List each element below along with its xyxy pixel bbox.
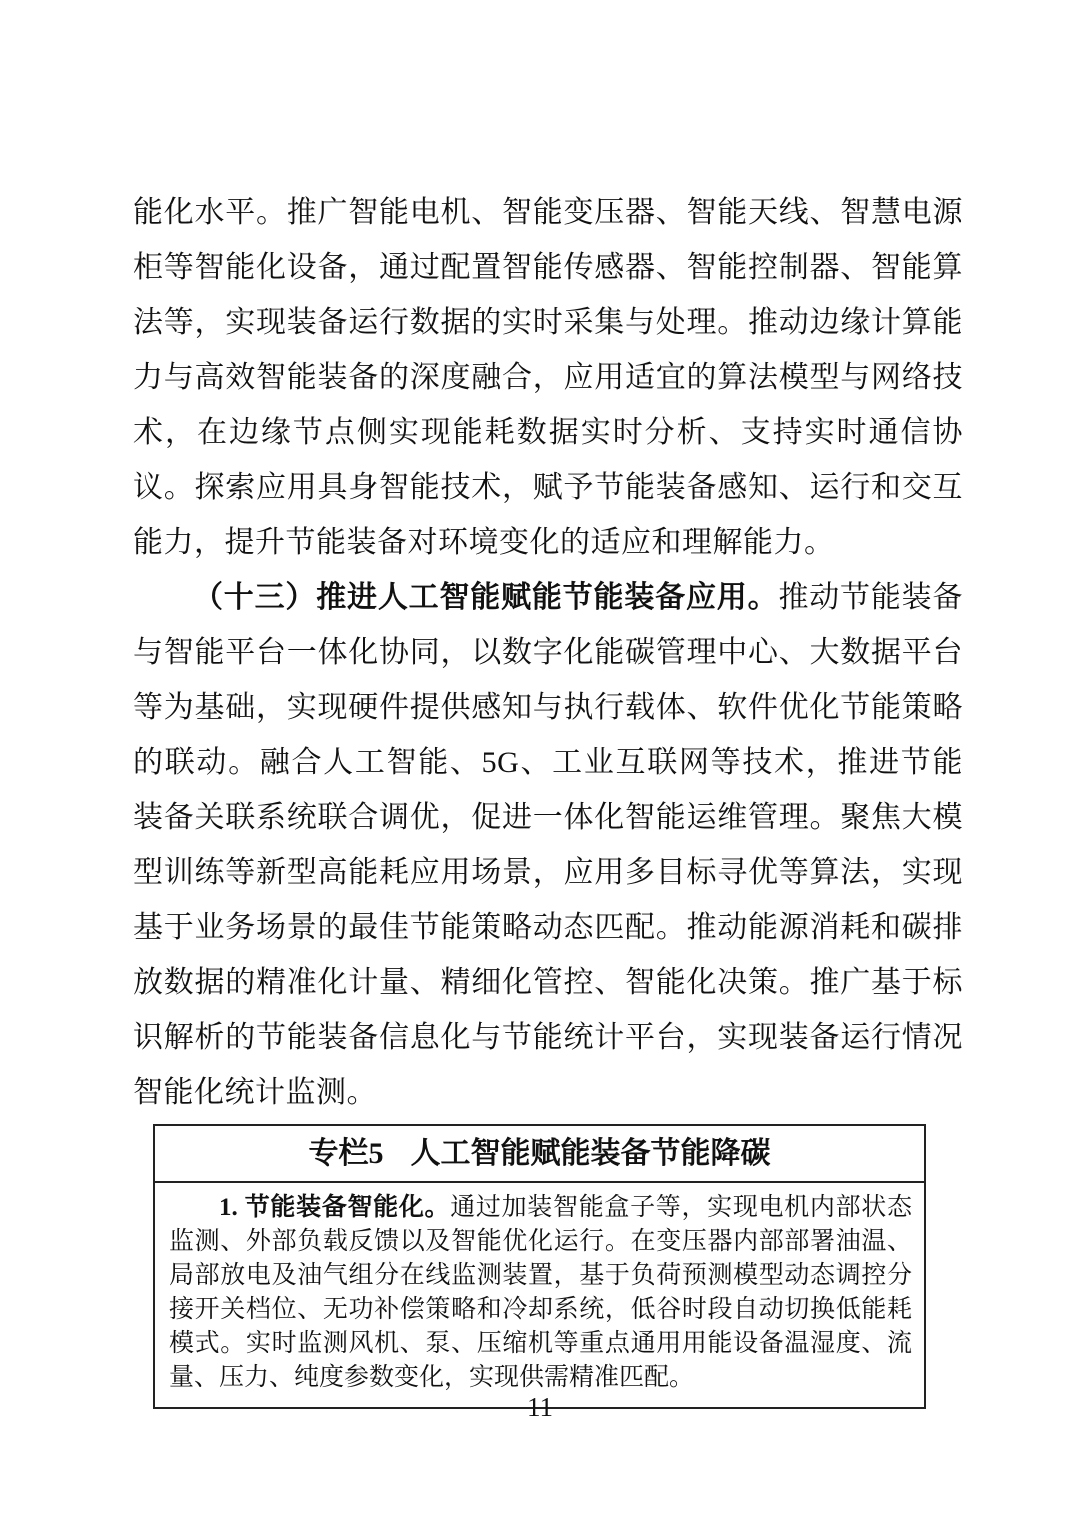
paragraph-text: 推动节能装备与智能平台一体化协同，以数字化能碳管理中心、大数据平台等为基础，实现硬件提供感知与执行载体、软件优化节能策略的联动。融合人工智能、5G、工业互联网等技术，推进节能装备关联系统联合调优，促进一体化智能运维管理。聚焦大模型训练等新型高能耗应用场景，应用多目标寻优等算法，实现基于业务场景的最佳节能策略动态匹配。推动能源消耗和碳排放数据的精准化计量、精细化管控、智能化决策。推广基于标识解析的节能装备信息化与节能统计平台，实现装备运行情况智能化统计监测。 [133, 581, 963, 1109]
callout-box-label: 专栏5 [308, 1137, 384, 1170]
callout-box-header [155, 1126, 924, 1183]
callout-item-text: 通过加装智能盒子等，实现电机内部状态监测、外部负载反馈以及智能优化运行。在变压器内部部署油温、局部放电及油气组分在线监测装置，基于负荷预测模型动态调控分接开关档位、无功补偿策略和冷却系统，低谷时段自动切换低能耗模式。实时监测风机、泵、压缩机等重点通用用能设备温湿度、流量、压力、纯度参数变化，实现供需精准匹配。 [169, 1194, 912, 1391]
document-body [133, 185, 963, 1409]
paragraph-text: 能化水平。推广智能电机、智能变压器、智能天线、智慧电源柜等智能化设备，通过配置智能传感器、智能控制器、智能算法等，实现装备运行数据的实时采集与处理。推动边缘计算能力与高效智能装备的深度融合，应用适宜的算法模型与网络技术，在边缘节点侧实现能耗数据实时分析、支持实时通信协议。探索应用具身智能技术，赋予节能装备感知、运行和交互能力，提升节能装备对环境变化的适应和理解能力。 [133, 196, 963, 559]
paragraph-section-13 [133, 570, 963, 1120]
paragraph-continuation [133, 185, 963, 570]
section-heading: （十三）推进人工智能赋能节能装备应用。 [193, 581, 779, 614]
callout-item-1 [169, 1191, 912, 1395]
callout-box-title: 人工智能赋能装备节能降碳 [410, 1137, 771, 1170]
callout-box [153, 1124, 926, 1409]
callout-box-content [155, 1183, 924, 1407]
callout-item-lead: 1. 节能装备智能化。 [219, 1194, 451, 1221]
page-number: 11 [527, 1392, 553, 1422]
